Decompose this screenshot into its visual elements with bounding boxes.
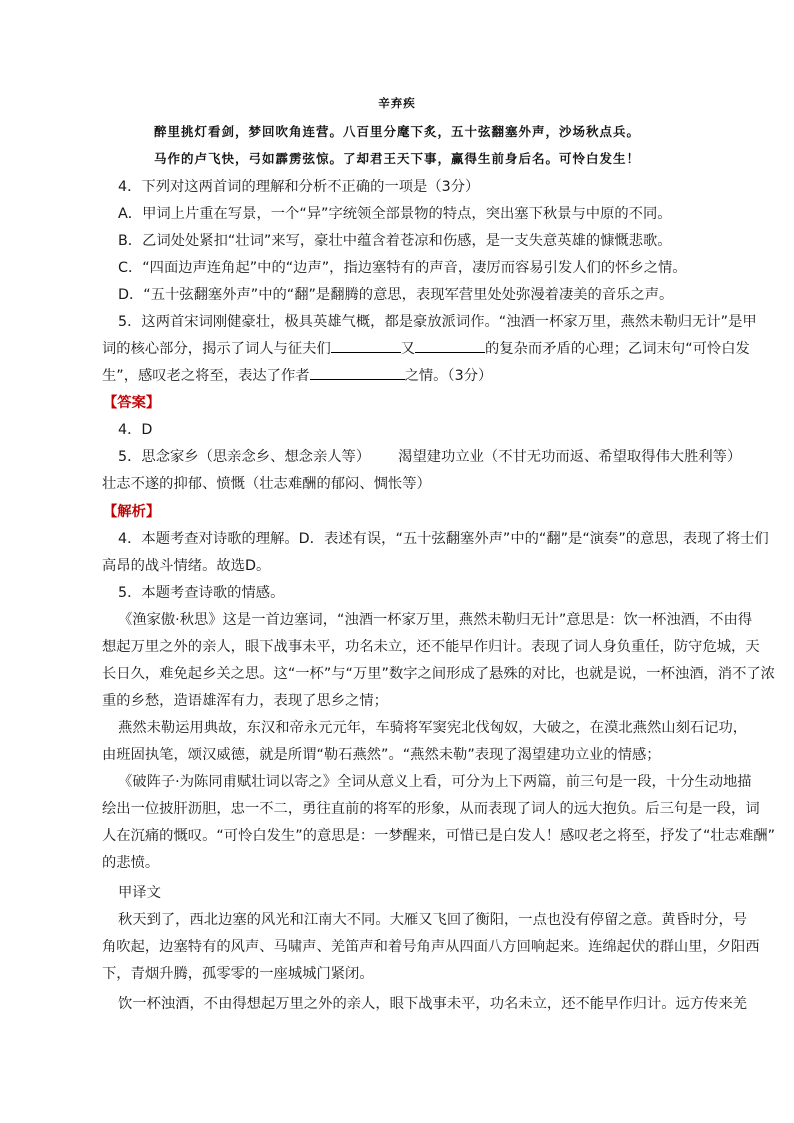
translation-p1-line-2: 角吹起，边塞特有的风声、马啸声、羌笛声和着号角声从四面八方回响起来。连绵起伏的群山里，夕阳西 bbox=[102, 939, 760, 955]
question-4-stem: 4．下列对这两首词的理解和分析不正确的一项是（3分） bbox=[118, 179, 480, 195]
poem-line-2: 马作的卢飞快，弓如霹雳弦惊。了却君王天下事，赢得生前身后名。可怜白发生！ bbox=[153, 151, 640, 166]
analysis-p4-line-2: 由班固执笔，颂汉威德，就是所谓“勒石燕然”。“燕然未勒”表现了渴望建功立业的情感； bbox=[102, 747, 661, 763]
poem-line-1: 醉里挑灯看剑，梦回吹角连营。八百里分麾下炙，五十弦翻塞外声，沙场秋点兵。 bbox=[153, 124, 640, 139]
poem-author: 辛弃疾 bbox=[378, 96, 416, 110]
analysis-p5-line-2: 绘出一位披肝沥胆，忠一不二，勇往直前的将军的形象，从而表现了词人的远大抱负。后三句是一段，词 bbox=[102, 801, 760, 817]
option-b: B．乙词处处紧扣“壮词”来写，豪壮中蕴含着苍凉和伤感，是一支失意英雄的慷慨悲歌。 bbox=[118, 233, 672, 249]
translation-p2-line-1: 饮一杯浊酒，不由得想起万里之外的亲人，眼下战事未平，功名未立，还不能早作归计。远方传来羌 bbox=[118, 996, 748, 1012]
answer-5-line-2: 壮志不遂的抑郁、愤慨（壮志难酬的郁闷、惆怅等） bbox=[102, 476, 431, 492]
translation-p1-line-3: 下，青烟升腾，孤零零的一座城城门紧闭。 bbox=[102, 966, 374, 982]
option-c: C．“四面边声连角起”中的“边声”，指边塞特有的声音，凄厉而容易引发人们的怀乡之情。 bbox=[118, 260, 687, 276]
question-5-line-2: 词的核心部分，揭示了词人与征夫们 又 的复杂而矛盾的心理；乙词末句“可怜白发 bbox=[102, 336, 722, 362]
answer-blank-1[interactable] bbox=[331, 338, 401, 353]
analysis-tag: 【解析】 bbox=[103, 504, 161, 520]
translation-p1-line-1: 秋天到了，西北边塞的风光和江南大不同。大雁又飞回了衡阳，一点也没有停留之意。黄昏时分，号 bbox=[118, 912, 748, 928]
analysis-p3-line-3: 长日久，难免起乡关之思。这“一杯”与“万里”数字之间形成了悬殊的对比，也就是说，一杯浊酒，消不了浓 bbox=[102, 666, 775, 682]
question-5-line-3: 生”，感叹老之将至，表达了作者 之情。（3分） bbox=[102, 363, 722, 389]
answer-blank-3[interactable] bbox=[310, 365, 405, 380]
analysis-p2: 5．本题考查诗歌的情感。 bbox=[118, 585, 285, 601]
analysis-p3-line-1: 《渔家傲·秋思》这是一首边塞词，“浊酒一杯家万里，燕然未勒归无计”意思是：饮一杯浊酒，不由得 bbox=[118, 612, 753, 628]
answer-blank-2[interactable] bbox=[415, 338, 485, 353]
option-a: A．甲词上片重在写景，一个“异”字统领全部景物的特点，突出塞下秋景与中原的不同。 bbox=[118, 206, 672, 222]
analysis-p1-line-1: 4．本题考查对诗歌的理解。D．表述有误，“五十弦翻塞外声”中的“翻”是“演奏”的意思，表现了将士们 bbox=[118, 531, 769, 547]
analysis-p5-line-4: 的悲愤。 bbox=[102, 855, 160, 871]
option-d: D．“五十弦翻塞外声”中的“翻”是翻腾的意思，表现军营里处处弥漫着凄美的音乐之声。 bbox=[118, 287, 674, 303]
answer-tag: 【答案】 bbox=[103, 395, 161, 411]
question-5-line-1: 5．这两首宋词刚健豪壮，极具英雄气概，都是豪放派词作。“浊酒一杯家万里，燕然未勒归无计”是甲 bbox=[118, 314, 757, 330]
analysis-p3-line-2: 想起万里之外的亲人，眼下战事未平，功名未立，还不能早作归计。表现了词人身负重任，防守危城，天 bbox=[102, 639, 760, 655]
translation-title: 甲译文 bbox=[118, 885, 161, 901]
analysis-p4-line-1: 燕然未勒运用典故，东汉和帝永元元年，车骑将军窦宪北伐匈奴，大破之，在漠北燕然山刻石记功， bbox=[118, 720, 748, 736]
analysis-p5-line-3: 人在沉痛的慨叹。“可怜白发生”的意思是：一梦醒来，可惜已是白发人！感叹老之将至，抒发了“壮志难酬” bbox=[102, 828, 775, 844]
answer-4: 4．D bbox=[118, 422, 153, 438]
analysis-p3-line-4: 重的乡愁，造语雄浑有力，表现了思乡之情； bbox=[102, 693, 388, 709]
analysis-p1-line-2: 高昂的战斗情绪。故选D。 bbox=[102, 558, 271, 574]
analysis-p5-line-1: 《破阵子·为陈同甫赋壮词以寄之》全词从意义上看，可分为上下两篇，前三句是一段，十分生动地描 bbox=[118, 774, 752, 790]
answer-5-line-1: 5．思念家乡（思亲念乡、想念亲人等） 渴望建功立业（不甘无功而返、希望取得伟大胜利等） bbox=[118, 449, 742, 465]
